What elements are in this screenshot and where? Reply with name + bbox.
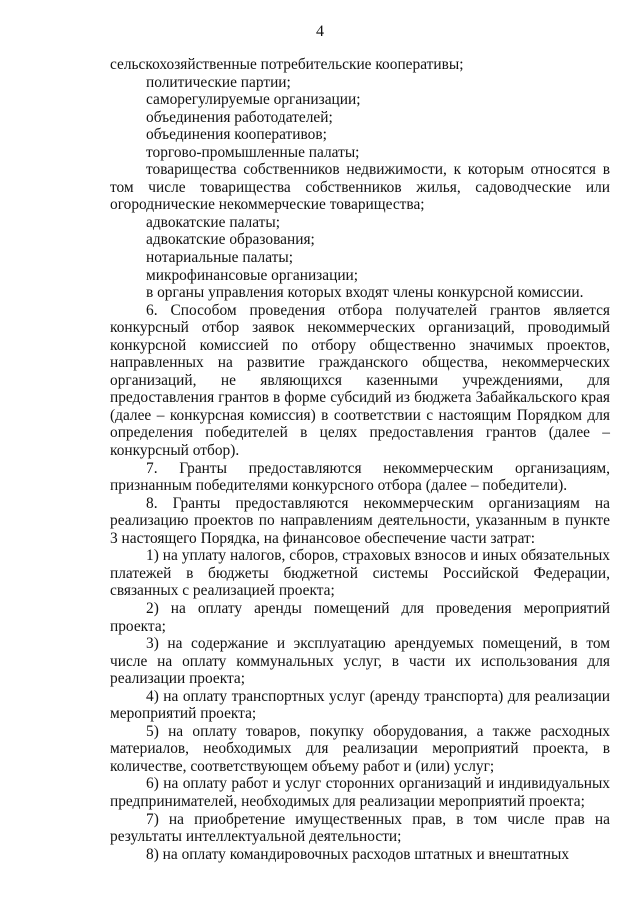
subitem-4: 4) на оплату транспортных услуг (аренду транспорта) для реализации мероприятий проекта; <box>110 687 610 723</box>
paragraph-6: 6. Способом проведения отбора получателей грантов является конкурсный отбор заявок некоммерческих организаций, проводимый конкурсной комиссией по отбору общественно значимых проектов, направленных на развитие гражданского общества, некоммерческих организаций, не являющихся казенными учреждениями, для предоставления грантов в форме субсидий из бюджета Забайкальского края (далее – конкурсная комиссия) в соответствии с настоящим Порядком для определения победителей в целях предоставления грантов (далее – конкурсный отбор). <box>110 301 610 460</box>
page-number: 4 <box>316 23 324 40</box>
list-item: в органы управления которых входят члены конкурсной комиссии. <box>146 284 584 302</box>
subitem-8: 8) на оплату командировочных расходов штатных и внештатных <box>146 845 570 863</box>
list-item: нотариальные палаты; <box>146 249 293 267</box>
list-item: адвокатские палаты; <box>146 213 280 231</box>
document-body <box>110 56 610 863</box>
subitem-5: 5) на оплату товаров, покупку оборудования, а также расходных материалов, необходимых для реализации мероприятий проекта, в количестве, соответствующем объему работ и (или) услуг; <box>110 722 610 775</box>
list-item: саморегулируемые организации; <box>146 91 361 109</box>
list-item: политические партии; <box>146 73 291 91</box>
subitem-7: 7) на приобретение имущественных прав, в том числе прав на результаты интеллектуальной деятельности; <box>110 810 610 846</box>
list-item: объединения работодателей; <box>146 108 333 126</box>
list-item: адвокатские образования; <box>146 231 315 249</box>
list-item: сельскохозяйственные потребительские кооперативы; <box>110 56 464 73</box>
subitem-3: 3) на содержание и эксплуатацию арендуемых помещений, в том числе на оплату коммунальных услуг, в части их использования для реализации проекта; <box>110 635 610 688</box>
list-item: товарищества собственников недвижимости, к которым относятся в том числе товарищества собственников жилья, садоводческие или огороднические некоммерческие товарищества; <box>110 161 610 214</box>
paragraph-8: 8. Гранты предоставляются некоммерческим организациям на реализацию проектов по направлениям деятельности, указанным в пункте 3 настоящего Порядка, на финансовое обеспечение части затрат: <box>110 494 610 547</box>
paragraph-7: 7. Гранты предоставляются некоммерческим организациям, признанным победителями конкурсного отбора (далее – победители). <box>110 459 610 495</box>
list-item: объединения кооперативов; <box>146 126 327 144</box>
subitem-6: 6) на оплату работ и услуг сторонних организаций и индивидуальных предпринимателей, необходимых для реализации мероприятий проекта; <box>110 775 610 810</box>
list-item: торгово-промышленные палаты; <box>146 143 360 161</box>
list-item: микрофинансовые организации; <box>146 266 359 284</box>
subitem-1: 1) на уплату налогов, сборов, страховых взносов и иных обязательных платежей в бюджеты бюджетной системы Российской Федерации, связанных с реализацией проекта; <box>110 547 610 600</box>
subitem-2: 2) на оплату аренды помещений для проведения мероприятий проекта; <box>110 599 610 635</box>
